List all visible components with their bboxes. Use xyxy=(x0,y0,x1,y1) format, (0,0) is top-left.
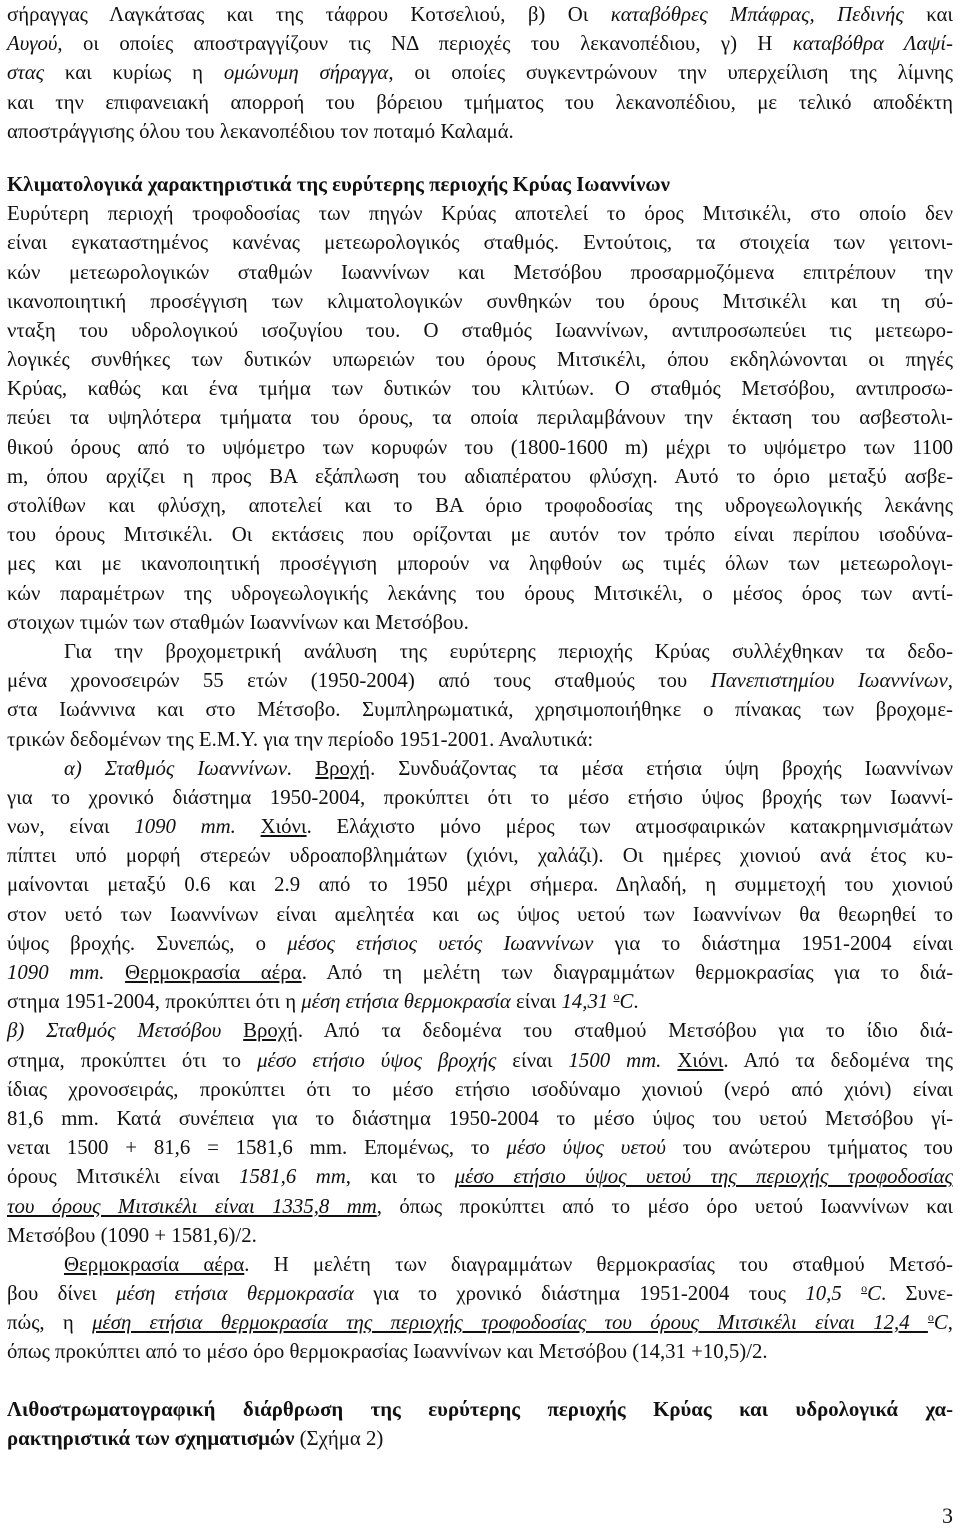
styled-text: Χιόνι xyxy=(260,815,307,839)
lithostratigraphy-heading xyxy=(7,1395,953,1453)
text-line: ικανοποιητική προσέγγιση των κλιματολογικών συνθηκών του όρους Μιτσικέλι και τη σύ- xyxy=(7,289,953,313)
text-line: πίπτει υπό μορφή στερεών υδροαποβλημάτων (χιόνι, χαλάζι). Οι ημέρες χιονιού ανά έτος κυ- xyxy=(7,844,953,868)
styled-text: μέσο ετήσιο ύψος βροχής xyxy=(257,1048,497,1072)
text-line: Θερμοκρασία αέρα. Η μελέτη των διαγραμμάτων θερμοκρασίας του σταθμού Μετσό- xyxy=(64,1252,953,1276)
text-line: στολίθων και φλύσχη, αποτελεί και το ΒΑ όριο τροφοδοσίας της υδρογεωλογικής λεκάνης xyxy=(7,494,953,517)
text-line: μαίνονται μεταξύ 0.6 και 2.9 από το 1950 μέχρι σήμερα. Δηλαδή, η συμμετοχή του χιονιού xyxy=(7,873,953,897)
text-line: α) Σταθμός Ιωαννίνων. Βροχή. Συνδυάζοντας τα μέσα ετήσια ύψη βροχής Ιωαννίνων xyxy=(64,756,953,780)
text-line: τρικών δεδομένων της Ε.Μ.Υ. για την περίοδο 1951-2001. Αναλυτικά: xyxy=(7,727,594,751)
styled-text: μέση ετήσια θερμοκρασία xyxy=(301,990,511,1014)
text-line: όπως προκύπτει από το μέσο όρο θερμοκρασίας Ιωαννίνων και Μετσόβου (14,31 +10,5)/2. xyxy=(7,1340,768,1364)
degree-superscript: o xyxy=(613,989,620,1004)
styled-text: α) Σταθμός Ιωαννίνων. xyxy=(64,756,293,780)
text-line: στον υετό των Ιωαννίνων είναι αμελητέα και ως ύψος υετού των Ιωαννίνων θα θεωρηθεί το xyxy=(7,902,953,926)
text-line: στημα 1951-2004, προκύπτει ότι η μέση ετήσια θερμοκρασία είναι 14,31 $^o$C. xyxy=(7,989,639,1014)
styled-text: Θερμοκρασία αέρα xyxy=(125,961,302,984)
text-line: Μετσόβου (1090 + 1581,6)/2. xyxy=(7,1223,257,1247)
styled-text: μέση ετήσια θερμοκρασία της περιοχής τροφοδοσίας του όρους Μιτσικέλι είναι 12,4 xyxy=(92,1311,928,1335)
text-line: νταξη του υδρολογικού ισοζυγίου του. Ο σταθμός Ιωαννίνων, αντιπροσωπεύει τις μετεωρο- xyxy=(7,318,953,342)
text-line: κών μετεωρολογικών σταθμών Ιωαννίνων και Μετσόβου προσαρμοζόμενα επιτρέπουν την xyxy=(7,260,953,284)
text-line: είναι εγκαταστημένος κανένας μετεωρολογικός σταθμός. Εντούτοις, τα στοιχεία των γειτονι- xyxy=(7,231,953,255)
text-line: για το χρονικό διάστημα 1950-2004, προκύπτει ότι το μέσο ετήσιο ύψος βροχής των Ιωαννί- xyxy=(7,785,953,809)
text-line: πώς, η μέση ετήσια θερμοκρασία της περιοχής τροφοδοσίας του όρους Μιτσικέλι είναι 12,4 $^o$C, xyxy=(7,1310,953,1335)
degree-superscript: o xyxy=(861,1281,868,1296)
styled-text: μέσο ετήσιο ύψος υετού της περιοχής τροφοδοσίας xyxy=(454,1165,953,1189)
text-line: 81,6 mm. Κατά συνέπεια για το διάστημα 1950-2004 το μέσο ύψος του υετού Μετσόβου γί- xyxy=(7,1106,953,1130)
styled-text: 1581,6 mm xyxy=(239,1165,346,1189)
ioannina-paragraph xyxy=(7,754,953,1017)
text-line: πεύει τα υψηλότερα τμήματα του όρους, τα οποία περιλαμβάνουν την έκταση του ασβεστολι- xyxy=(7,406,953,430)
styled-text: μέσος ετήσιος υετός Ιωαννίνων xyxy=(287,931,594,955)
styled-text: ομώνυμη σήραγγα xyxy=(223,61,389,85)
styled-text: Πανεπιστημίου Ιωαννίνων xyxy=(710,669,948,693)
degree-superscript: o xyxy=(927,1310,934,1325)
styled-text: C xyxy=(867,1282,881,1306)
styled-text: Χιόνι xyxy=(677,1048,724,1072)
styled-text: Αυγού xyxy=(7,32,58,56)
text-line: όρους Μιτσικέλι είναι 1581,6 mm, και το μέσο ετήσιο ύψος υετού της περιοχής τροφοδοσίας xyxy=(7,1165,953,1189)
styled-text: μέση ετήσια θερμοκρασία xyxy=(116,1282,354,1306)
text-line: Για την βροχομετρική ανάλυση της ευρύτερης περιοχής Κρύας συλλέχθηκαν τα δεδο- xyxy=(64,639,953,663)
styled-text: 14,31 xyxy=(561,990,614,1014)
styled-text: β) Σταθμός Μετσόβου xyxy=(7,1019,222,1043)
text-line: κών παραμέτρων της υδρογεωλογικής λεκάνης του όρους Μιτσικέλι, ο μέσος όρος των αντί- xyxy=(7,581,953,605)
text-line: θικού όρους από το υψόμετρο των κορυφών του (1800-1600 m) μέχρι το υψόμετρο των 1100 xyxy=(7,435,953,459)
styled-text: 10,5 xyxy=(805,1282,862,1306)
text-line: του όρους Μιτσικέλι. Οι εκτάσεις που ορίζονται με αυτόν τον τρόπο είναι περίπου ισοδύνα- xyxy=(7,523,953,547)
styled-text: C xyxy=(619,990,634,1014)
text-line: στημα, προκύπτει ότι το μέσο ετήσιο ύψος βροχής είναι 1500 mm. Χιόνι. Από τα δεδομένα της xyxy=(7,1048,954,1072)
document-page xyxy=(7,0,953,1453)
styled-text: 1500 mm. xyxy=(568,1048,662,1072)
styled-text: Λιθοστρωματογραφική διάρθρωση της ευρύτερης περιοχής Κρύας και υδρολογικά χα- xyxy=(7,1397,953,1421)
intro-paragraph xyxy=(7,0,953,146)
styled-text: στας xyxy=(7,61,45,85)
climate-heading: Κλιματολογικά χαρακτηριστικά της ευρύτερης περιοχής Κρύας Ιωαννίνων xyxy=(7,172,670,196)
text-line: αποστράγγισης όλου του λεκανοπέδιου τον ποταμό Καλαμά. xyxy=(7,119,514,143)
styled-text: μέσο ύψος υετού xyxy=(506,1136,666,1160)
text-line: στα Ιωάννινα και στο Μέτσοβο. Συμπληρωματικά, χρησιμοποιήθηκε ο πίνακας των βροχομε- xyxy=(7,698,953,722)
styled-text: 1090 mm. xyxy=(134,815,236,839)
page-number: 3 xyxy=(942,1503,953,1528)
text-line: μες και με ικανοποιητική προσέγγιση μπορούν να ληφθούν ως τιμές όλων των μετεωρολογι- xyxy=(7,552,953,576)
text-line: μένα χρονοσειρών 55 ετών (1950-2004) από τους σταθμούς του Πανεπιστημίου Ιωαννίνων, xyxy=(7,669,953,693)
text-line: σήραγγας Λαγκάτσας και της τάφρου Κοτσελιού, β) Οι καταβόθρες Μπάφρας, Πεδινής και xyxy=(7,3,953,26)
text-line: λογικές συνθήκες των δυτικών υπωρειών του όρους Μιτσικέλι, όπου εκδηλώνονται οι πηγές xyxy=(7,348,953,372)
text-line: ρακτηριστικά των σχηματισμών (Σχήμα 2) xyxy=(7,1426,384,1450)
styled-text: καταβόθρα Λαψί- xyxy=(792,32,953,56)
climate-paragraph xyxy=(7,199,953,637)
metsovo-paragraph xyxy=(7,1016,953,1250)
text-line: β) Σταθμός Μετσόβου Βροχή. Από τα δεδομένα του σταθμού Μετσόβου για το ίδιο διά- xyxy=(7,1019,953,1043)
styled-text: Βροχή xyxy=(243,1019,298,1043)
temperature-paragraph xyxy=(7,1250,953,1367)
styled-text: 1090 mm. xyxy=(7,961,105,984)
styled-text: ρακτηριστικά των σχηματισμών xyxy=(7,1426,295,1450)
text-line: m, όπου αρχίζει η προς ΒΑ εξάπλωση του αδιαπέρατου φλύσχη. Αυτό το όριο μεταξύ ασβε- xyxy=(7,464,953,488)
text-line: στας και κυρίως η ομώνυμη σήραγγα, οι οποίες συγκεντρώνουν την υπερχείλιση της λίμνης xyxy=(7,61,953,85)
text-line: ύψος βροχής. Συνεπώς, ο μέσος ετήσιος υετός Ιωαννίνων για το διάστημα 1951-2004 είναι xyxy=(7,931,953,955)
styled-text: C xyxy=(933,1311,948,1335)
text-line: 1090 mm. Θερμοκρασία αέρα. Από τη μελέτη των διαγραμμάτων θερμοκρασίας για το διά- xyxy=(7,961,954,984)
text-line: Ευρύτερη περιοχή τροφοδοσίας των πηγών Κρύας αποτελεί το όρος Μιτσικέλι, στο οποίο δεν xyxy=(7,202,953,226)
text-line: του όρους Μιτσικέλι είναι 1335,8 mm, όπως προκύπτει από το μέσο όρο υετού Ιωαννίνων και xyxy=(7,1194,953,1218)
styled-text: του όρους Μιτσικέλι είναι 1335,8 mm xyxy=(7,1194,377,1218)
text-line: Κρύας, καθώς και ένα τμήμα των δυτικών του κλιτύων. Ο σταθμός Μετσόβου, αντιπροσω- xyxy=(7,377,953,401)
text-line: Αυγού, οι οποίες αποστραγγίζουν τις ΝΔ περιοχές του λεκανοπέδιου, γ) Η καταβόθρα Λαψί- xyxy=(7,32,953,56)
text-line: νων, είναι 1090 mm. Χιόνι. Ελάχιστο μόνο μέρος των ατμοσφαιρικών κατακρημνισμάτων xyxy=(7,815,954,839)
text-line: ίδιας χρονοσειράς, προκύπτει ότι το μέσο ετήσιο ισοδύναμο χιονιού (νερό από χιόνι) είναι xyxy=(7,1077,953,1101)
text-line: στοιχων τιμών των σταθμών Ιωαννίνων και Μετσόβου. xyxy=(7,610,469,634)
styled-text: Βροχή xyxy=(315,756,371,780)
text-line: νεται 1500 + 81,6 = 1581,6 mm. Επομένως, το μέσο ύψος υετού του ανώτερου τμήματος του xyxy=(7,1136,953,1160)
text-line xyxy=(7,1395,953,1424)
text-line: βου δίνει μέση ετήσια θερμοκρασία για το χρονικό διάστημα 1951-2004 τους 10,5 $^o$C. Συνε- xyxy=(7,1281,953,1306)
rainfall-paragraph xyxy=(7,637,953,754)
styled-text: καταβόθρες Μπάφρας, Πεδινής xyxy=(610,3,904,26)
text-line: και την επιφανειακή απορροή του βόρειου τμήματος του λεκανοπέδιου, με τελικό αποδέκτη xyxy=(7,90,953,114)
styled-text: Θερμοκρασία αέρα xyxy=(64,1252,245,1276)
